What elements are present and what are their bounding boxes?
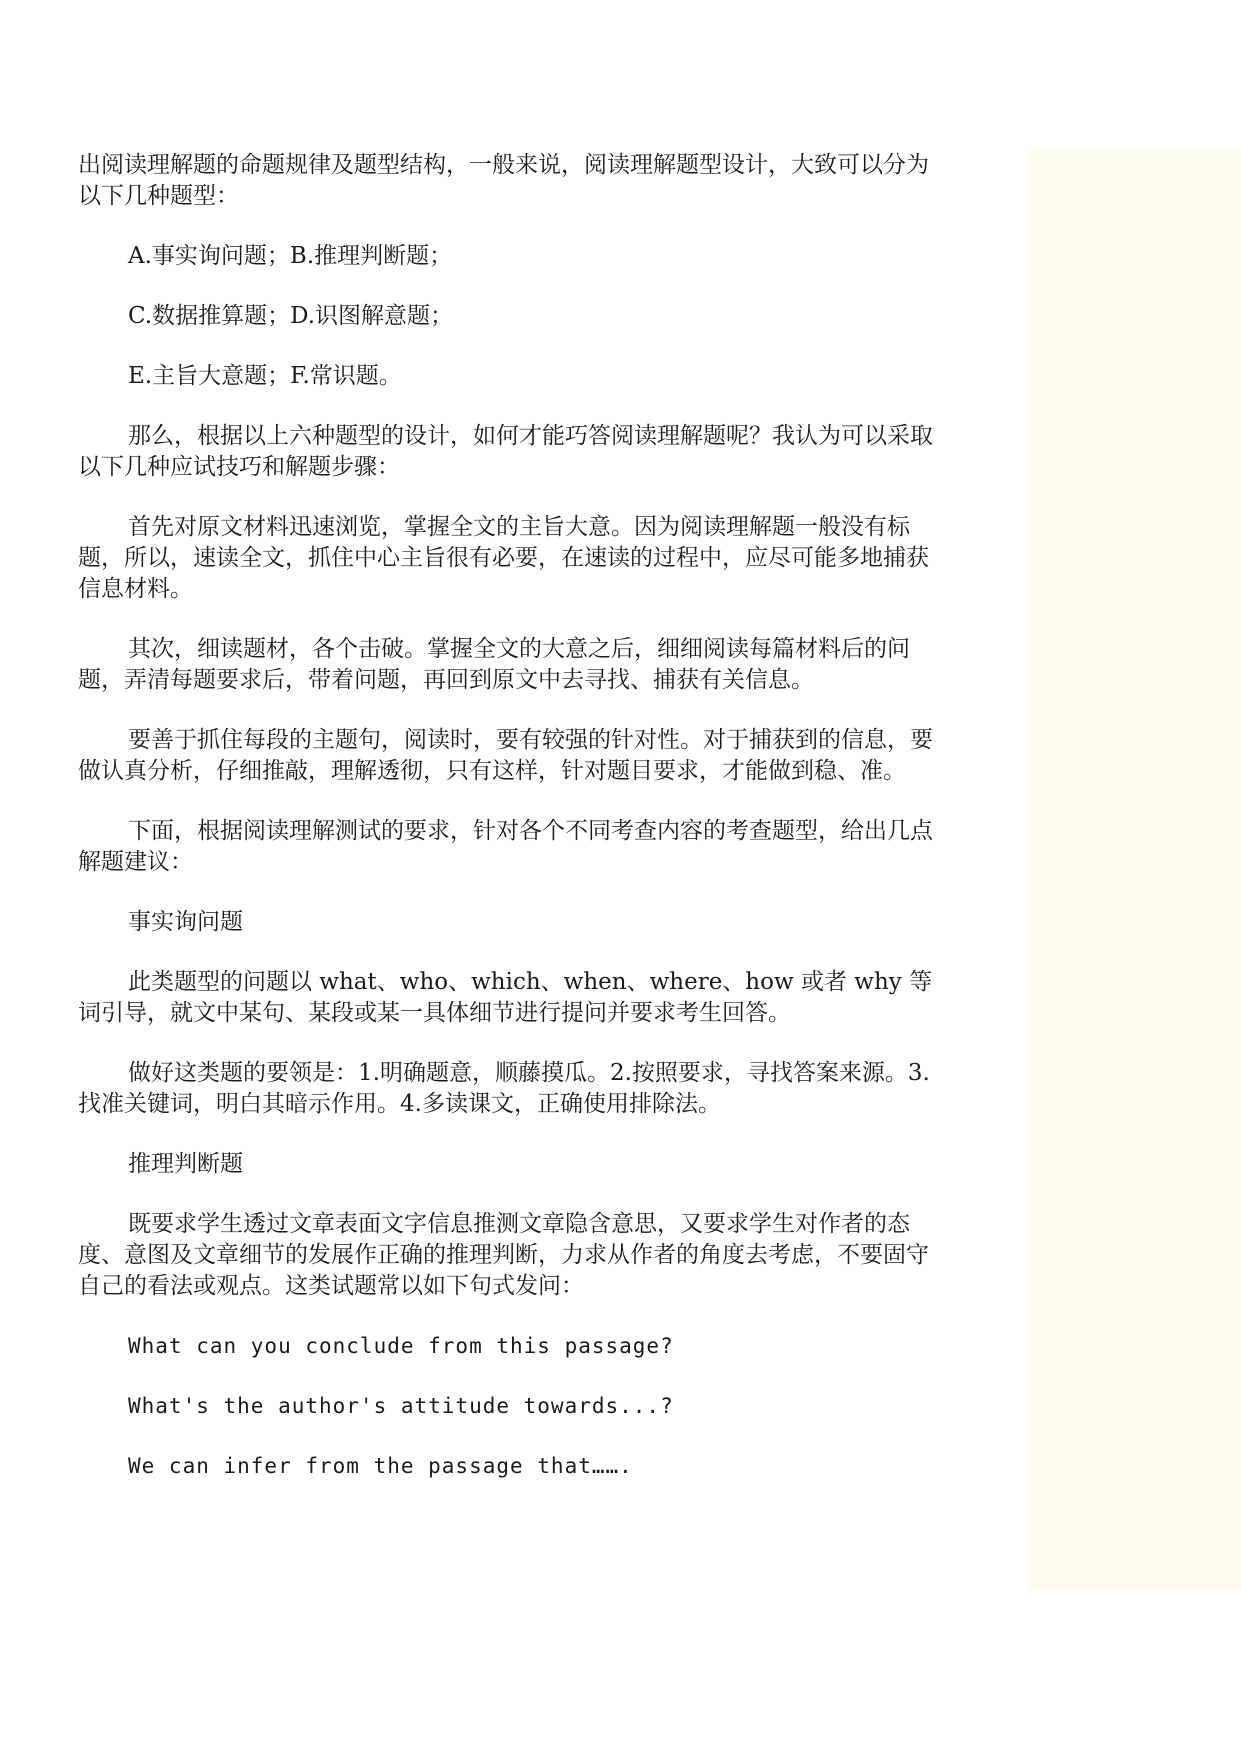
example-question-conclude: What can you conclude from this passage?: [128, 1334, 674, 1358]
paragraph-fact-tips: 做好这类题的要领是：1.明确题意，顺藤摸瓜。2.按照要求，寻找答案来源。3.找准关键词，明白其暗示作用。4.多读课文，正确使用排除法。: [78, 1060, 930, 1117]
section-heading-inference: 推理判断题: [128, 1151, 243, 1177]
paragraph-how-to-answer: 那么，根据以上六种题型的设计，如何才能巧答阅读理解题呢？我认为可以采取以下几种应试技巧和解题步骤：: [78, 423, 933, 480]
example-question-infer: We can infer from the passage that…….: [128, 1454, 633, 1478]
paragraph-intro: 出阅读理解题的命题规律及题型结构，一般来说，阅读理解题型设计，大致可以分为以下几种题型：: [78, 152, 929, 209]
paragraph-step-read-closely: 其次，细读题材，各个击破。掌握全文的大意之后，细细阅读每篇材料后的问题，弄清每题要求后，带着问题，再回到原文中去寻找、捕获有关信息。: [78, 636, 910, 693]
section-heading-fact-questions: 事实询问题: [128, 909, 243, 935]
paragraph-topic-sentence: 要善于抓住每段的主题句，阅读时，要有较强的针对性。对于捕获到的信息，要做认真分析，仔细推敲，理解透彻，只有这样，针对题目要求，才能做到稳、准。: [78, 727, 933, 784]
document-body: [78, 150, 938, 1511]
list-item-question-types-ab: A.事实询问题；B.推理判断题；: [128, 243, 453, 269]
paragraph-suggestions-intro: 下面，根据阅读理解测试的要求，针对各个不同考查内容的考查题型，给出几点解题建议：: [78, 818, 933, 875]
paragraph-step-skim: 首先对原文材料迅速浏览，掌握全文的主旨大意。因为阅读理解题一般没有标题，所以，速读全文，抓住中心主旨很有必要，在速读的过程中，应尽可能多地捕获信息材料。: [78, 514, 929, 602]
list-item-question-types-ef: E.主旨大意题；F.常识题。: [128, 363, 402, 389]
side-margin-panel: [1028, 150, 1241, 1590]
paragraph-inference: 既要求学生透过文章表面文字信息推测文章隐含意思，又要求学生对作者的态度、意图及文章细节的发展作正确的推理判断，力求从作者的角度去考虑，不要固守自己的看法或观点。这类试题常以如下句式发问：: [78, 1211, 929, 1299]
list-item-question-types-cd: C.数据推算题；D.识图解意题；: [128, 303, 454, 329]
paragraph-fact-questions: 此类题型的问题以 what、who、which、when、where、how 或者 why 等词引导，就文中某句、某段或某一具体细节进行提问并要求考生回答。: [78, 969, 933, 1026]
example-question-attitude: What's the author's attitude towards...?: [128, 1394, 674, 1418]
